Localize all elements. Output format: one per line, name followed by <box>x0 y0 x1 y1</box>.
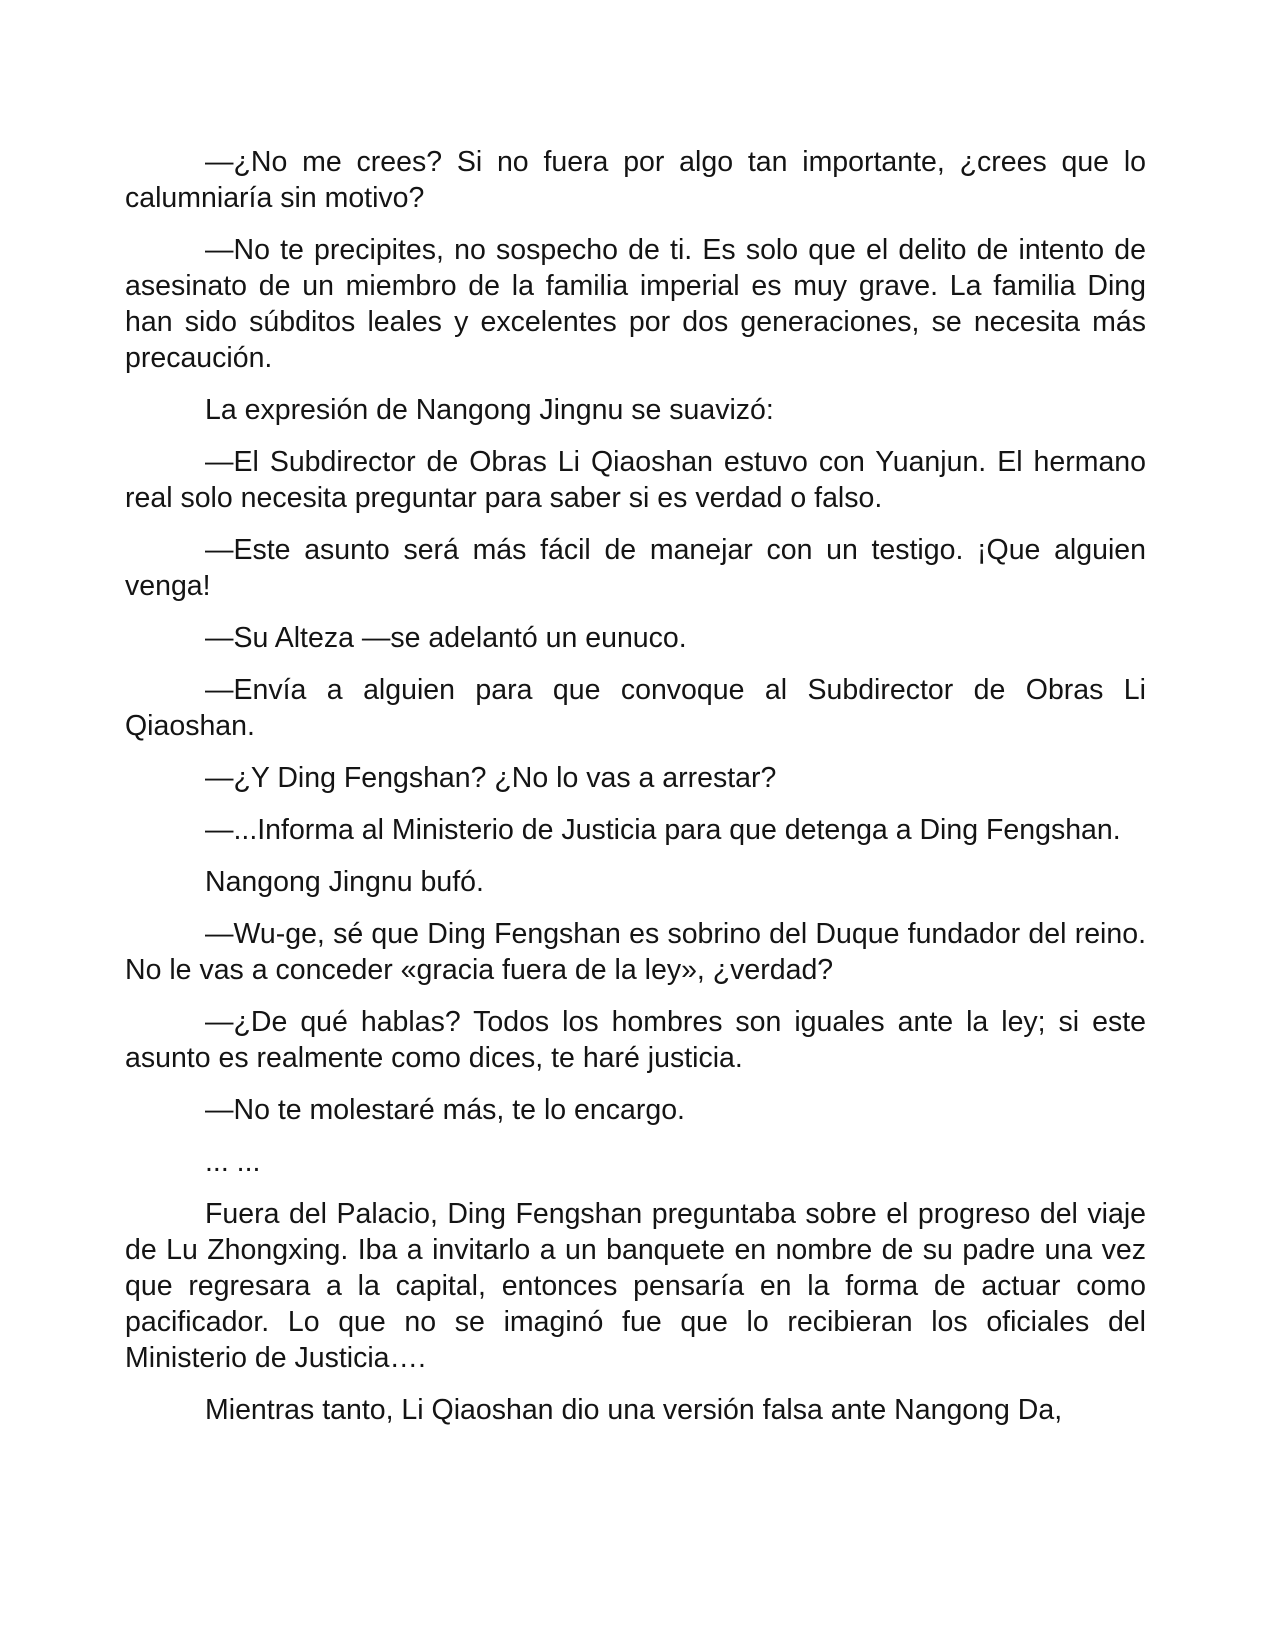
paragraph: Nangong Jingnu bufó. <box>205 866 484 898</box>
paragraph: Mientras tanto, Li Qiaoshan dio una versión falsa ante Nangong Da, <box>205 1394 1063 1426</box>
paragraph: —¿No me crees? Si no fuera por algo tan importante, ¿crees que lo calumniaría sin motivo? <box>125 146 1146 214</box>
scene-break: ... ... <box>205 1146 261 1178</box>
paragraph: La expresión de Nangong Jingnu se suavizó: <box>205 394 774 426</box>
paragraph: —...Informa al Ministerio de Justicia para que detenga a Ding Fengshan. <box>205 814 1121 846</box>
paragraph: —Envía a alguien para que convoque al Subdirector de Obras Li Qiaoshan. <box>125 674 1146 742</box>
paragraph: —No te molestaré más, te lo encargo. <box>205 1094 685 1126</box>
document-page <box>125 144 1146 1444</box>
paragraph: —¿De qué hablas? Todos los hombres son iguales ante la ley; si este asunto es realmente como dices, te haré justicia. <box>125 1006 1146 1074</box>
paragraph: —¿Y Ding Fengshan? ¿No lo vas a arrestar? <box>205 762 777 794</box>
paragraph: —Su Alteza —se adelantó un eunuco. <box>205 622 687 654</box>
paragraph: —El Subdirector de Obras Li Qiaoshan estuvo con Yuanjun. El hermano real solo necesita preguntar para saber si es verdad o falso. <box>125 446 1146 514</box>
paragraph: —No te precipites, no sospecho de ti. Es solo que el delito de intento de asesinato de un miembro de la familia imperial es muy grave. La familia Ding han sido súbditos leales y excelentes por dos generaciones, se necesita más precaución. <box>125 234 1146 374</box>
paragraph: —Wu-ge, sé que Ding Fengshan es sobrino del Duque fundador del reino. No le vas a conceder «gracia fuera de la ley», ¿verdad? <box>125 918 1146 986</box>
paragraph: Fuera del Palacio, Ding Fengshan preguntaba sobre el progreso del viaje de Lu Zhongxing. Iba a invitarlo a un banquete en nombre de su padre una vez que regresara a la capital, entonces pensaría en la forma de actuar como pacificador. Lo que no se imaginó fue que lo recibieran los oficiales del Ministerio de Justicia…. <box>125 1198 1146 1374</box>
paragraph: —Este asunto será más fácil de manejar con un testigo. ¡Que alguien venga! <box>125 534 1146 602</box>
